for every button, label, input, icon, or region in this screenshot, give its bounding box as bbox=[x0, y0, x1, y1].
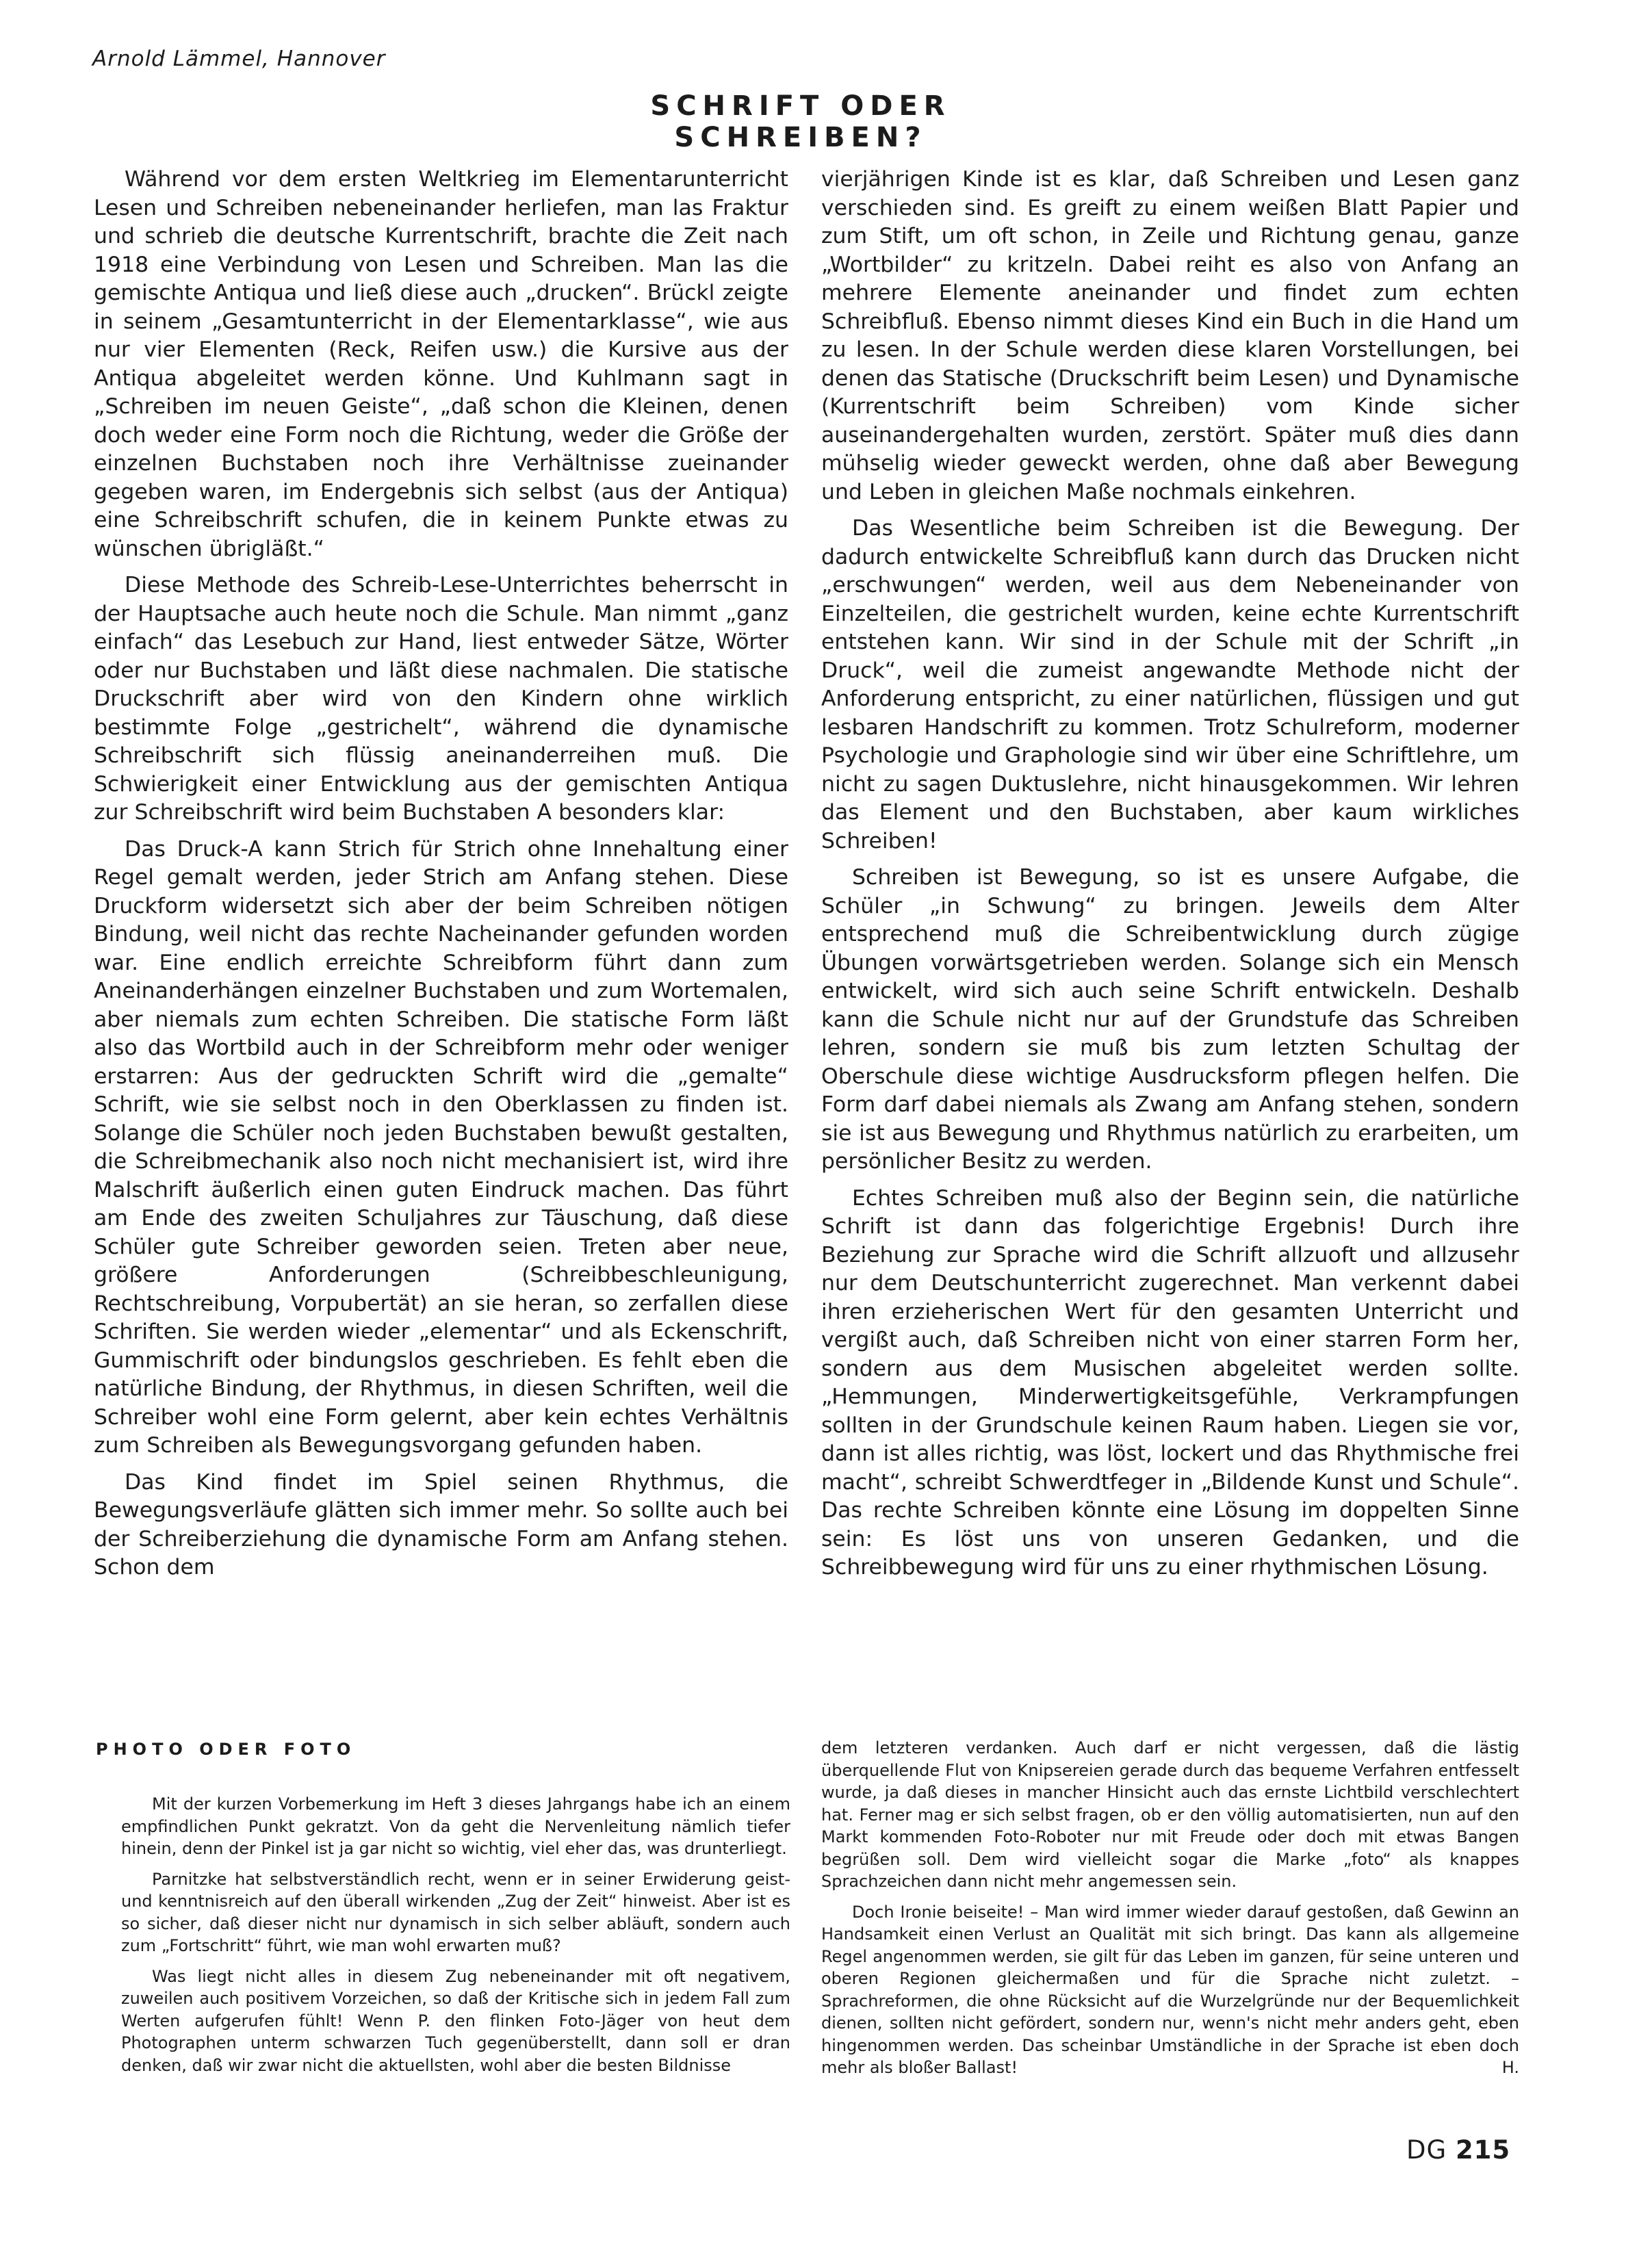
photo-paragraph: Was liegt nicht alles in diesem Zug nebeneinander mit oft negativem, zuweilen auch positivem Vorzeichen, so daß der Kritische sich in jedem Fall zum Werten aufgerufen fühlt! Wenn P. den flinken Foto-Jäger von heut dem Photographen unterm schwarzen Tuch gegenüberstellt, dann soll er dran denken, daß wir zwar nicht die aktuellsten, wohl aber die besten Bildnisse bbox=[121, 1966, 790, 2075]
article-paragraph: Während vor dem ersten Weltkrieg im Elementarunterricht Lesen und Schreiben nebeneinander herliefen, man las Fraktur und schrieb die deutsche Kurrentschrift, brachte die Zeit nach 1918 eine Verbindung von Lesen und Schreiben. Man las die gemischte Antiqua und ließ diese auch „drucken“. Brückl zeigte in seinem „Gesamtunterricht in der Elementarklasse“, wie aus nur vier Elementen (Reck, Reifen usw.) die Kursive aus der Antiqua abgeleitet werden könne. Und Kuhlmann sagt in „Schreiben im neuen Geiste“, „daß schon die Kleinen, denen doch weder eine Form noch die Richtung, weder die Größe der einzelnen Buchstaben noch ihre Verhältnisse zueinander gegeben waren, im Endergebnis sich selbst (aus der Antiqua) eine Schreibschrift schufen, die in keinem Punkte etwas zu wünschen übrigläßt.“ bbox=[94, 167, 788, 561]
page-number: 215 bbox=[1455, 2135, 1511, 2165]
photo-paragraph: dem letzteren verdanken. Auch darf er nicht vergessen, daß die lästig überquellende Flut von Knipsereien gerade durch das bequeme Verfahren entfesselt wurde, ja daß dieses in mancher Hinsicht auch das ernste Lichtbild verschlechtert hat. Ferner mag er sich selbst fragen, ob er den völlig automatisierten, nun auf den Markt kommenden Foto-Roboter nur mit Freude oder doch mit etwas Bangen begrüßen soll. Dem wird vielleicht sogar die Marke „foto“ als knappes Sprachzeichen dann nicht mehr angemessen sein. bbox=[821, 1738, 1519, 1891]
photo-column-right bbox=[821, 1737, 1519, 2087]
photo-column-left bbox=[121, 1793, 790, 2085]
journal-abbrev: DG bbox=[1406, 2135, 1447, 2165]
page-footer bbox=[1406, 2135, 1510, 2165]
article-column-right bbox=[821, 166, 1519, 1590]
article-title: SCHRIFT ODER SCHREIBEN? bbox=[650, 90, 951, 153]
photo-section-heading: PHOTO ODER FOTO bbox=[96, 1740, 357, 1759]
article-paragraph: vierjährigen Kinde ist es klar, daß Schreiben und Lesen ganz verschieden sind. Es greift zu einem weißen Blatt Papier und zum Stift, um oft schon, in Zeile und Richtung genau, ganze „Wortbilder“ zu kritzeln. Dabei reiht es also von Anfang an mehrere Elemente aneinander und findet zum echten Schreibfluß. Ebenso nimmt dieses Kind ein Buch in die Hand um zu lesen. In der Schule werden diese klaren Vorstellungen, bei denen das Statische (Druckschrift beim Lesen) und Dynamische (Kurrentschrift beim Schreiben) vom Kinde sicher auseinandergehalten wurden, zerstört. Später muß dies dann mühselig wieder geweckt werden, ohne daß aber Bewegung und Leben in gleichen Maße nochmals einkehren. bbox=[821, 167, 1519, 504]
article-paragraph: Das Kind findet im Spiel seinen Rhythmus, die Bewegungsverläufe glätten sich immer mehr. So sollte auch bei der Schreiberziehung die dynamische Form am Anfang stehen. Schon dem bbox=[94, 1469, 788, 1580]
article-paragraph: Diese Methode des Schreib-Lese-Unterrichtes beherrscht in der Hauptsache auch heute noch die Schule. Man nimmt „ganz einfach“ das Lesebuch zur Hand, liest entweder Sätze, Wörter oder nur Buchstaben und läßt diese nachmalen. Die statische Druckschrift aber wird von den Kindern ohne wirklich bestimmte Folge „gestrichelt“, während die dynamische Schreibschrift sich flüssig aneinanderreihen muß. Die Schwierigkeit einer Entwicklung aus der gemischten Antiqua zur Schreibschrift wird beim Buchstaben A besonders klar: bbox=[94, 573, 788, 825]
photo-paragraph: Parnitzke hat selbstverständlich recht, wenn er in seiner Erwiderung geist- und kenntnisreich auf den überall wirkenden „Zug der Zeit“ hinweist. Aber ist es so sicher, daß dieser nicht nur dynamisch in sich selber abläuft, sondern auch zum „Fortschritt“ führt, wie man wohl erwarten muß? bbox=[121, 1869, 790, 1955]
photo-paragraph-text: Doch Ironie beiseite! – Man wird immer wieder darauf gestoßen, daß Gewinn an Handsamkeit einen Verlust an Qualität mit sich bringt. Das kann als allgemeine Regel angenommen werden, sie gilt für das Leben im ganzen, für seine unteren und oberen Regionen gleichermaßen und für die Sprache nicht zuletzt. – Sprachreformen, die ohne Rücksicht auf die Wurzelgründe nur der Bequemlichkeit dienen, sollten nicht gefördert, sondern nur, wenn's nicht mehr anders geht, eben hingenommen werden. Das scheinbar Umständliche in der Sprache ist eben doch mehr als bloßer Ballast! bbox=[821, 1902, 1519, 2077]
photo-paragraph bbox=[821, 1901, 1519, 2079]
article-paragraph: Schreiben ist Bewegung, so ist es unsere Aufgabe, die Schüler „in Schwung“ zu bringen. Jeweils dem Alter entsprechend muß die Schreibentwicklung durch zügige Übungen vorwärtsgetrieben werden. Solange sich ein Mensch entwickelt, wird sich auch seine Schrift entwickeln. Deshalb kann die Schule nicht nur auf der Grundstufe das Schreiben lehren, sondern sie muß bis zum letzten Schultag der Oberschule diese wichtige Ausdrucksform pflegen helfen. Die Form darf dabei niemals als Zwang am Anfang stehen, sondern sie ist aus Bewegung und Rhythmus natürlich zu erarbeiten, um persönlicher Besitz zu werden. bbox=[821, 865, 1519, 1174]
article-paragraph: Das Wesentliche beim Schreiben ist die Bewegung. Der dadurch entwickelte Schreibfluß kann durch das Drucken nicht „erschwungen“ werden, weil aus dem Nebeneinander von Einzelteilen, die gestrichelt wurden, keine echte Kurrentschrift entstehen kann. Wir sind in der Schule mit der Schrift „in Druck“, weil die zumeist angewandte Methode nicht der Anforderung entspricht, zu einer natürlichen, flüssigen und gut lesbaren Handschrift zu kommen. Trotz Schulreform, moderner Psychologie und Graphologie sind wir über eine Schriftlehre, um nicht zu sagen Duktuslehre, nicht hinausgekommen. Wir lehren das Element und den Buchstaben, aber kaum wirkliches Schreiben! bbox=[821, 516, 1519, 853]
article-paragraph: Das Druck-A kann Strich für Strich ohne Innehaltung einer Regel gemalt werden, jeder Strich am Anfang stehen. Diese Druckform widersetzt sich aber der beim Schreiben nötigen Bindung, weil nicht das rechte Nacheinander gefunden worden war. Eine endlich erreichte Schreibform führt dann zum Aneinanderhängen einzelner Buchstaben und zum Wortemalen, aber niemals zum echten Schreiben. Die statische Form läßt also das Wortbild auch in der Schreibform mehr oder weniger erstarren: Aus der gedruckten Schrift wird die „gemalte“ Schrift, wie sie selbst noch in den Oberklassen zu finden ist. Solange die Schüler noch jeden Buchstaben bewußt gestalten, die Schreibmechanik also noch nicht mechanisiert ist, wird ihre Malschrift äußerlich einen guten Eindruck machen. Das führt am Ende des zweiten Schuljahres zur Täuschung, daß diese Schüler gute Schreiber geworden seien. Treten aber neue, größere Anforderungen (Schreibbeschleunigung, Rechtschreibung, Vorpubertät) an sie heran, so zerfallen diese Schriften. Sie werden wieder „elementar“ und als Eckenschrift, Gummischrift oder bindungslos geschrieben. Es fehlt eben die natürliche Bindung, der Rhythmus, in diesen Schriften, weil die Schreiber wohl eine Form gelernt, aber kein echtes Verhältnis zum Schreiben als Bewegungsvorgang gefunden haben. bbox=[94, 836, 788, 1458]
photo-paragraph: Mit der kurzen Vorbemerkung im Heft 3 dieses Jahrgangs habe ich an einem empfindlichen Punkt gekratzt. Von da geht die Nervenleitung nämlich tiefer hinein, denn der Pinkel ist ja gar nicht so wichtig, viel eher das, was drunterliegt. bbox=[121, 1794, 790, 1858]
signature: H. bbox=[1501, 2058, 1519, 2077]
article-paragraph: Echtes Schreiben muß also der Beginn sein, die natürliche Schrift ist dann das folgerichtige Ergebnis! Durch ihre Beziehung zur Sprache wird die Schrift allzuoft und allzusehr nur dem Deutschunterricht zugerechnet. Man verkennt dabei ihren erzieherischen Wert für den gesamten Unterricht und vergißt auch, daß Schreiben nicht von einer starren Form her, sondern aus dem Musischen abgeleitet werden sollte. „Hemmungen, Minderwertigkeitsgefühle, Verkrampfungen sollten in der Grundschule keinen Raum haben. Liegen sie vor, dann ist alles richtig, was löst, lockert und das Rhythmische frei macht“, schreibt Schwerdtfeger in „Bildende Kunst und Schule“. Das rechte Schreiben könnte eine Lösung im doppelten Sinne sein: Es löst uns von unseren Gedanken, und die Schreibbewegung wird für uns zu einer rhythmischen Lösung. bbox=[821, 1185, 1519, 1580]
author-line: Arnold Lämmel, Hannover bbox=[92, 47, 386, 71]
article-column-left bbox=[94, 166, 788, 1590]
